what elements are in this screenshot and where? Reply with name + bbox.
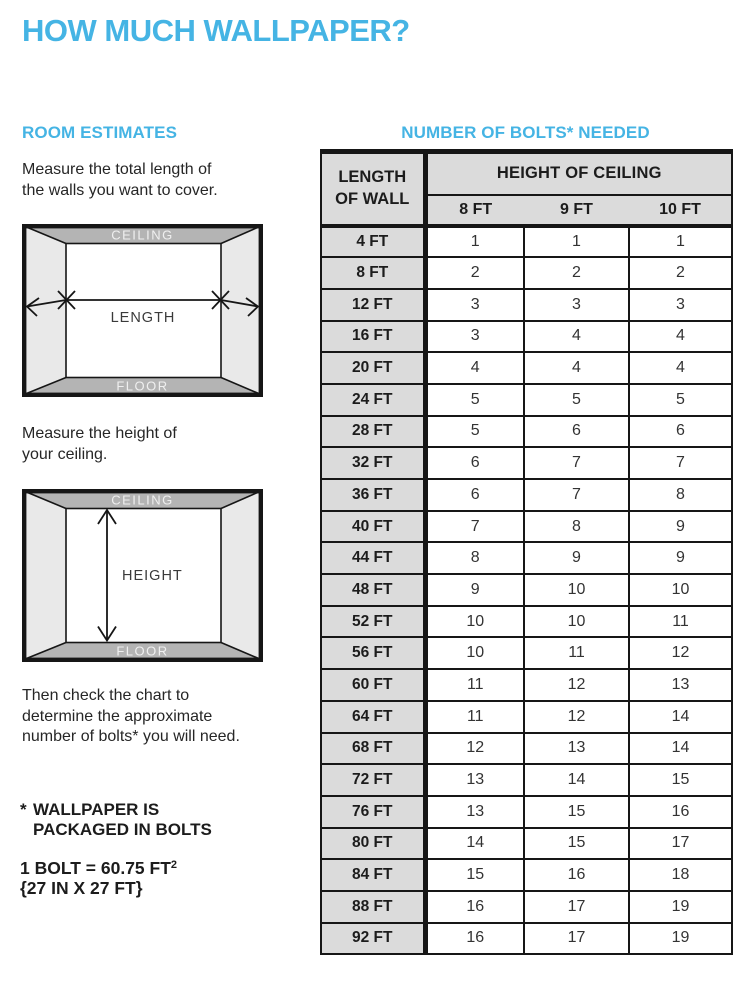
bolts-value-cell: 3 xyxy=(425,321,524,353)
wall-length-cell: 32 FT xyxy=(321,447,425,479)
bolts-value-cell: 17 xyxy=(524,923,629,955)
bolts-value-cell: 16 xyxy=(425,891,524,923)
wall-length-cell: 84 FT xyxy=(321,859,425,891)
bolts-value-cell: 8 xyxy=(629,479,732,511)
wall-length-cell: 68 FT xyxy=(321,733,425,765)
squared-superscript: 2 xyxy=(170,859,178,871)
bolts-value-cell: 3 xyxy=(425,289,524,321)
right-wall xyxy=(221,491,261,660)
bolts-value-cell: 10 xyxy=(524,606,629,638)
room-estimates-heading: ROOM ESTIMATES xyxy=(22,123,178,142)
bolts-value-cell: 6 xyxy=(425,447,524,479)
bolts-value-cell: 1 xyxy=(629,226,732,258)
table-row xyxy=(321,257,732,289)
bolts-table-body xyxy=(321,226,732,955)
bolts-value-cell: 9 xyxy=(629,542,732,574)
footnote-line: PACKAGED IN BOLTS xyxy=(33,819,212,839)
bolts-value-cell: 4 xyxy=(524,321,629,353)
paragraph-line: Measure the total length of xyxy=(22,161,212,178)
bolts-value-cell: 13 xyxy=(425,764,524,796)
room-length-diagram xyxy=(22,224,263,397)
height-of-ceiling-header: HEIGHT OF CEILING xyxy=(425,152,732,195)
bolts-value-cell: 13 xyxy=(425,796,524,828)
bolts-value-cell: 16 xyxy=(425,923,524,955)
bolts-value-cell: 10 xyxy=(425,606,524,638)
bolts-value-cell: 6 xyxy=(425,479,524,511)
wall-length-cell: 76 FT xyxy=(321,796,425,828)
wallpaper-bolts-footnote xyxy=(20,800,212,839)
length-label: LENGTH xyxy=(110,310,176,326)
footnote-line: WALLPAPER IS xyxy=(33,800,160,819)
header-line: LENGTH xyxy=(338,168,407,187)
left-wall xyxy=(24,491,66,660)
bolt-dimensions-line: {27 IN X 27 FT} xyxy=(20,878,143,898)
table-row xyxy=(321,637,732,669)
table-row xyxy=(321,321,732,353)
ceiling-label: CEILING xyxy=(111,227,174,243)
bolts-value-cell: 2 xyxy=(629,257,732,289)
bolts-value-cell: 13 xyxy=(629,669,732,701)
measure-height-paragraph xyxy=(22,424,177,465)
table-row xyxy=(321,384,732,416)
bolts-value-cell: 10 xyxy=(425,637,524,669)
length-of-wall-header xyxy=(321,152,425,226)
bolts-table-container xyxy=(320,149,733,955)
paragraph-line: determine the approximate xyxy=(22,707,213,725)
wall-length-cell: 60 FT xyxy=(321,669,425,701)
bolts-value-cell: 7 xyxy=(425,511,524,543)
table-row xyxy=(321,416,732,448)
bolts-value-cell: 7 xyxy=(524,479,629,511)
bolts-value-cell: 6 xyxy=(524,416,629,448)
table-row xyxy=(321,859,732,891)
table-header-row xyxy=(321,152,732,195)
bolts-value-cell: 11 xyxy=(629,606,732,638)
bolts-value-cell: 1 xyxy=(425,226,524,258)
bolts-value-cell: 7 xyxy=(629,447,732,479)
bolts-value-cell: 7 xyxy=(524,447,629,479)
bolts-value-cell: 15 xyxy=(524,796,629,828)
bolts-value-cell: 17 xyxy=(524,891,629,923)
wall-length-cell: 4 FT xyxy=(321,226,425,258)
wall-length-cell: 40 FT xyxy=(321,511,425,543)
wall-length-cell: 28 FT xyxy=(321,416,425,448)
bolts-table xyxy=(320,149,733,955)
bolts-value-cell: 16 xyxy=(524,859,629,891)
paragraph-line: Measure the height of xyxy=(22,425,177,442)
bolts-value-cell: 6 xyxy=(629,416,732,448)
bolts-value-cell: 14 xyxy=(524,764,629,796)
bolts-value-cell: 19 xyxy=(629,923,732,955)
bolts-needed-heading: NUMBER OF BOLTS* NEEDED xyxy=(401,123,650,142)
table-row xyxy=(321,542,732,574)
bolts-value-cell: 4 xyxy=(524,352,629,384)
bolts-value-cell: 14 xyxy=(629,701,732,733)
table-row xyxy=(321,606,732,638)
bolt-equation-text: 1 BOLT = 60.75 FT xyxy=(20,858,171,878)
bolts-value-cell: 11 xyxy=(524,637,629,669)
bolts-value-cell: 14 xyxy=(629,733,732,765)
wall-length-cell: 72 FT xyxy=(321,764,425,796)
bolts-value-cell: 12 xyxy=(425,733,524,765)
table-row xyxy=(321,701,732,733)
ceiling-label: CEILING xyxy=(111,492,174,508)
bolts-value-cell: 4 xyxy=(629,321,732,353)
table-row xyxy=(321,828,732,860)
header-line: OF WALL xyxy=(335,189,410,208)
table-row xyxy=(321,669,732,701)
bolts-value-cell: 5 xyxy=(629,384,732,416)
wall-length-cell: 24 FT xyxy=(321,384,425,416)
bolts-value-cell: 15 xyxy=(524,828,629,860)
bolts-value-cell: 13 xyxy=(524,733,629,765)
column-header-10ft: 10 FT xyxy=(629,195,732,226)
column-header-9ft: 9 FT xyxy=(524,195,629,226)
bolts-value-cell: 11 xyxy=(425,701,524,733)
bolts-value-cell: 12 xyxy=(524,669,629,701)
table-row xyxy=(321,796,732,828)
bolts-value-cell: 2 xyxy=(425,257,524,289)
height-label: HEIGHT xyxy=(122,568,183,584)
wall-length-cell: 64 FT xyxy=(321,701,425,733)
room-height-diagram xyxy=(22,489,263,662)
table-row xyxy=(321,226,732,258)
bolts-value-cell: 17 xyxy=(629,828,732,860)
bolts-value-cell: 15 xyxy=(629,764,732,796)
bolts-value-cell: 16 xyxy=(629,796,732,828)
bolts-value-cell: 15 xyxy=(425,859,524,891)
paragraph-line: your ceiling. xyxy=(22,445,108,463)
bolts-value-cell: 14 xyxy=(425,828,524,860)
bolts-value-cell: 3 xyxy=(524,289,629,321)
bolts-value-cell: 9 xyxy=(629,511,732,543)
table-row xyxy=(321,574,732,606)
page-title: HOW MUCH WALLPAPER? xyxy=(22,13,410,48)
wall-length-cell: 12 FT xyxy=(321,289,425,321)
bolts-value-cell: 9 xyxy=(524,542,629,574)
floor-label: FLOOR xyxy=(116,378,169,394)
table-row xyxy=(321,447,732,479)
bolts-value-cell: 10 xyxy=(524,574,629,606)
table-row xyxy=(321,511,732,543)
bolts-value-cell: 18 xyxy=(629,859,732,891)
wall-length-cell: 36 FT xyxy=(321,479,425,511)
wall-length-cell: 44 FT xyxy=(321,542,425,574)
paragraph-line: the walls you want to cover. xyxy=(22,181,218,199)
wall-length-cell: 20 FT xyxy=(321,352,425,384)
bolts-value-cell: 12 xyxy=(524,701,629,733)
table-row xyxy=(321,891,732,923)
wall-length-cell: 88 FT xyxy=(321,891,425,923)
table-row xyxy=(321,764,732,796)
bolts-value-cell: 4 xyxy=(629,352,732,384)
bolts-value-cell: 9 xyxy=(425,574,524,606)
wall-length-cell: 52 FT xyxy=(321,606,425,638)
bolts-value-cell: 1 xyxy=(524,226,629,258)
wall-length-cell: 8 FT xyxy=(321,257,425,289)
column-header-8ft: 8 FT xyxy=(425,195,524,226)
bolts-value-cell: 5 xyxy=(425,416,524,448)
bolts-value-cell: 8 xyxy=(425,542,524,574)
measure-length-paragraph xyxy=(22,160,218,201)
bolts-value-cell: 2 xyxy=(524,257,629,289)
table-row xyxy=(321,479,732,511)
asterisk-marker: * xyxy=(20,800,27,819)
table-row xyxy=(321,733,732,765)
bolts-value-cell: 8 xyxy=(524,511,629,543)
table-row xyxy=(321,923,732,955)
bolts-value-cell: 3 xyxy=(629,289,732,321)
wall-length-cell: 48 FT xyxy=(321,574,425,606)
bolts-value-cell: 10 xyxy=(629,574,732,606)
table-row xyxy=(321,289,732,321)
wall-length-cell: 56 FT xyxy=(321,637,425,669)
bolts-value-cell: 5 xyxy=(524,384,629,416)
bolts-value-cell: 4 xyxy=(425,352,524,384)
check-chart-paragraph xyxy=(22,686,240,748)
floor-label: FLOOR xyxy=(116,643,169,659)
bolts-value-cell: 5 xyxy=(425,384,524,416)
bolts-value-cell: 12 xyxy=(629,637,732,669)
table-row xyxy=(321,352,732,384)
bolt-equation-line xyxy=(20,855,177,878)
wall-length-cell: 92 FT xyxy=(321,923,425,955)
wall-length-cell: 16 FT xyxy=(321,321,425,353)
bolts-value-cell: 19 xyxy=(629,891,732,923)
paragraph-line: number of bolts* you will need. xyxy=(22,728,240,745)
bolt-size-info xyxy=(20,855,177,898)
paragraph-line: Then check the chart to xyxy=(22,687,190,704)
wall-length-cell: 80 FT xyxy=(321,828,425,860)
bolts-value-cell: 11 xyxy=(425,669,524,701)
